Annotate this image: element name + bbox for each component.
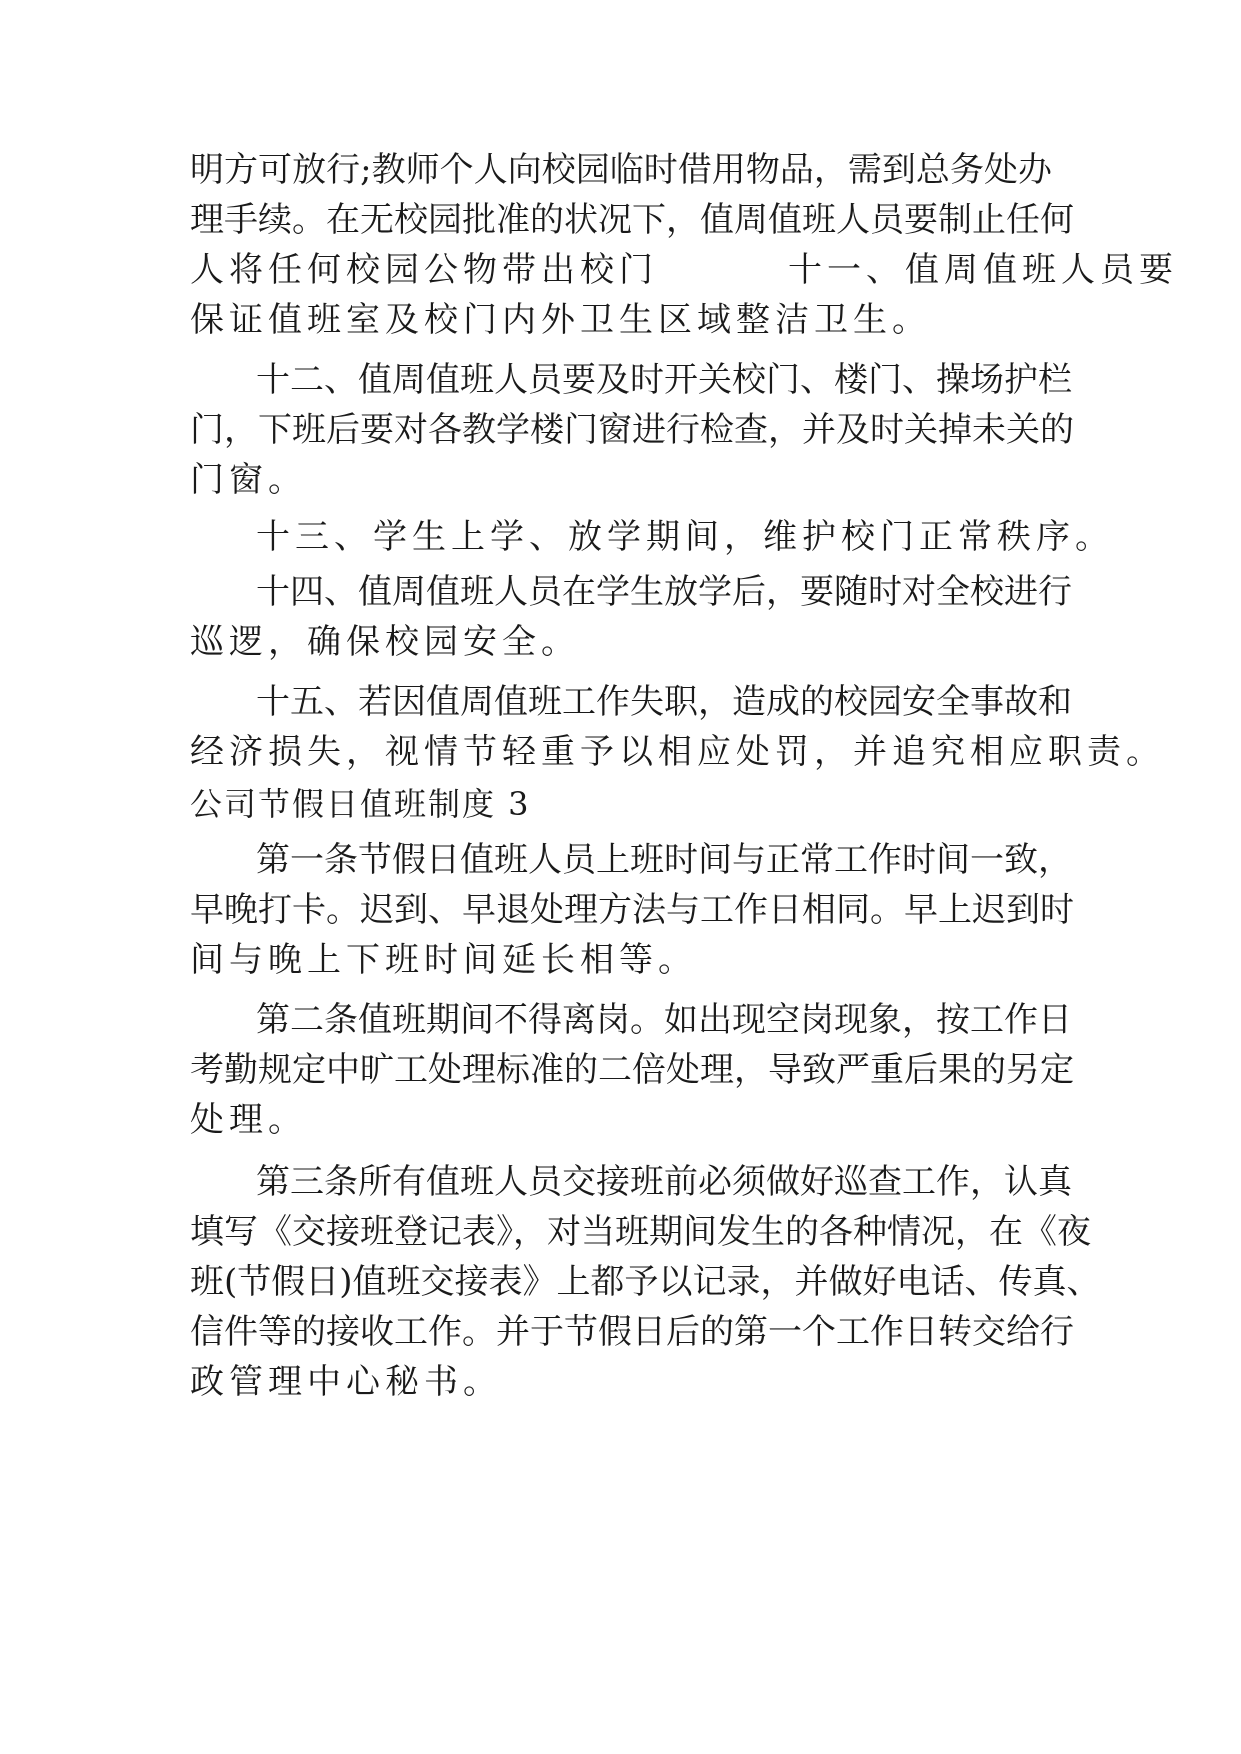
paragraph-line: 经济损失，视情节轻重予以相应处罚，并追究相应职责。 [190,732,1165,772]
paragraph-line: 十四、值周值班人员在学生放学后，要随时对全校进行 [256,572,1072,612]
paragraph-text: 人将任何校园公物带出校门 [190,250,658,290]
paragraph-line: 处理。 [190,1100,307,1140]
paragraph-line: 第一条节假日值班人员上班时间与正常工作时间一致， [256,840,1072,880]
paragraph-line: 早晚打卡。迟到、早退处理方法与工作日相同。早上迟到时 [190,890,1074,930]
paragraph-line: 理手续。在无校园批准的状况下，值周值班人员要制止任何 [190,200,1074,240]
paragraph-line: 门窗。 [190,460,307,500]
paragraph-line: 保证值班室及校门内外卫生区域整洁卫生。 [190,300,931,340]
paragraph-line: 巡逻，确保校园安全。 [190,622,580,662]
paragraph-line [190,248,1178,292]
paragraph-line: 第三条所有值班人员交接班前必须做好巡查工作，认真 [256,1162,1072,1202]
paragraph-text: 十一、值周值班人员要 [788,250,1178,290]
section-heading: 公司节假日值班制度 3 [190,785,531,823]
paragraph-line: 明方可放行;教师个人向校园临时借用物品，需到总务处办 [190,150,1052,190]
paragraph-line: 十二、值周值班人员要及时开关校门、楼门、操场护栏 [256,360,1072,400]
paragraph-line: 信件等的接收工作。并于节假日后的第一个工作日转交给行 [190,1312,1074,1352]
paragraph-line: 考勤规定中旷工处理标准的二倍处理，导致严重后果的另定 [190,1050,1074,1090]
paragraph-line: 门，下班后要对各教学楼门窗进行检查，并及时关掉未关的 [190,410,1074,450]
paragraph-line: 第二条值班期间不得离岗。如出现空岗现象，按工作日 [256,1000,1072,1040]
paragraph-line: 政管理中心秘书。 [190,1362,502,1402]
paragraph-line: 填写《交接班登记表》，对当班期间发生的各种情况，在《夜 [190,1212,1091,1252]
paragraph-line: 十五、若因值周值班工作失职，造成的校园安全事故和 [256,682,1072,722]
paragraph-line: 十三、学生上学、放学期间，维护校门正常秩序。 [256,517,1114,557]
paragraph-line: 间与晚上下班时间延长相等。 [190,940,697,980]
paragraph-line: 班(节假日)值班交接表》上都予以记录，并做好电话、传真、 [190,1262,1101,1302]
